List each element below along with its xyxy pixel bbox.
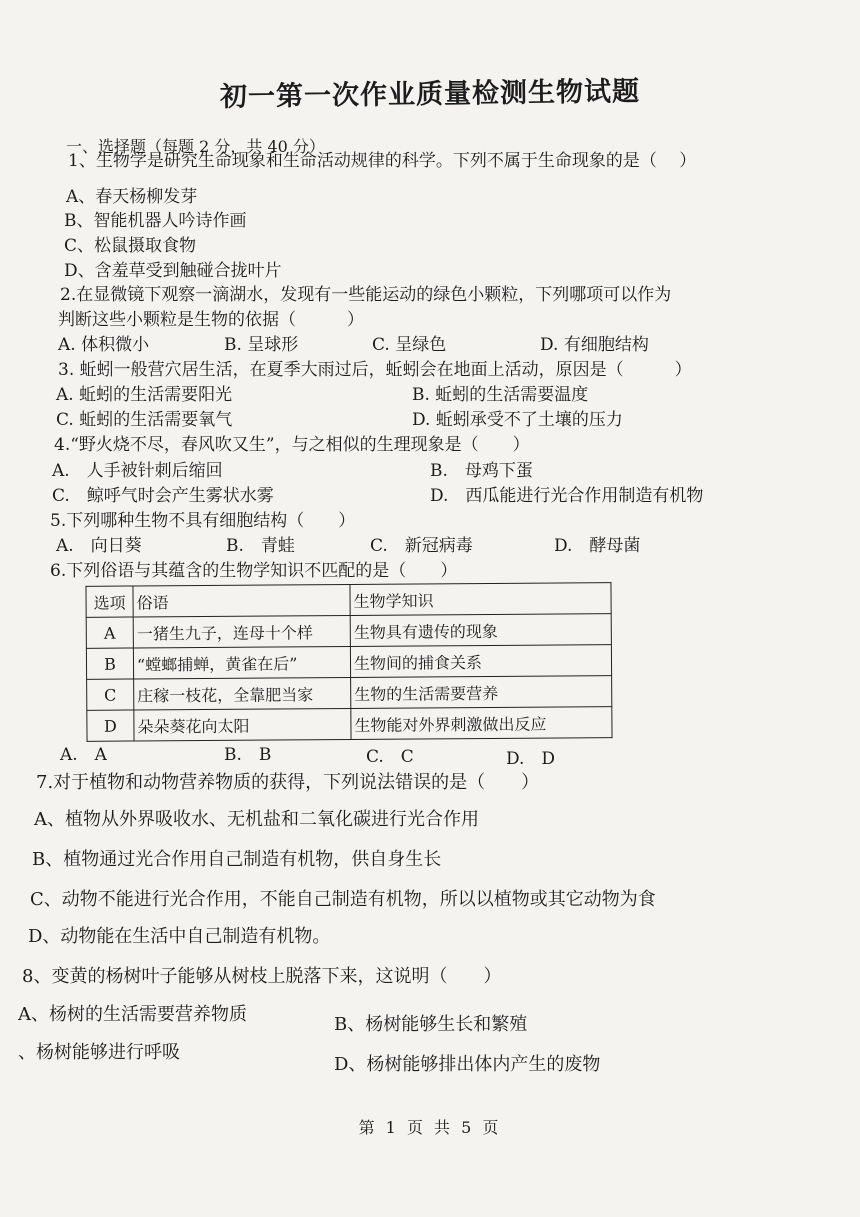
question-6-option-d: D. D	[506, 749, 556, 769]
table-cell: C	[87, 679, 134, 710]
section-heading: 一、选择题（每题 2 分，共 40 分）	[66, 137, 325, 156]
table-cell: “螳螂捕蝉，黄雀在后”	[133, 646, 350, 679]
question-5-option-c: C. 新冠病毒	[370, 536, 473, 556]
question-4-option-a: A. 人手被针刺后缩回	[52, 461, 223, 481]
table-row	[86, 614, 611, 649]
question-2-option-a: A. 体积微小	[58, 335, 150, 355]
question-4-option-d: D. 西瓜能进行光合作用制造有机物	[430, 486, 704, 506]
question-2-option-d: D. 有细胞结构	[540, 335, 649, 355]
question-4-stem: 4.“野火烧不尽，春风吹又生”，与之相似的生理现象是（ ）	[54, 435, 530, 455]
question-6-option-b: B. B	[224, 745, 272, 765]
table-header-cell: 选项	[86, 586, 133, 617]
table-cell: D	[87, 710, 134, 741]
table-header-row	[86, 583, 611, 618]
question-1-option-b: B、智能机器人吟诗作画	[64, 211, 247, 231]
table-cell: 一猪生九子，连母十个样	[133, 615, 350, 648]
question-3-option-d: D. 蚯蚓承受不了土壤的压力	[412, 410, 623, 430]
question-4-option-b: B. 母鸡下蛋	[430, 461, 533, 481]
question-8-option-b: B、杨树能够生长和繁殖	[334, 1014, 528, 1035]
question-5-option-d: D. 酵母菌	[554, 536, 641, 556]
question-6-table	[85, 582, 612, 742]
question-7-option-b: B、植物通过光合作用自己制造有机物，供自身生长	[32, 849, 442, 870]
question-5-option-a: A. 向日葵	[56, 536, 142, 556]
question-8-option-c: 、杨树能够进行呼吸	[18, 1042, 180, 1063]
table-cell: 朵朵葵花向太阳	[134, 708, 351, 741]
question-3-option-c: C. 蚯蚓的生活需要氧气	[56, 410, 233, 430]
table-row	[86, 645, 611, 680]
question-1-option-c: C、松鼠摄取食物	[64, 236, 197, 256]
question-6-stem: 6.下列俗语与其蕴含的生物学知识不匹配的是（ ）	[50, 561, 458, 581]
table-cell: 庄稼一枝花，全靠肥当家	[134, 677, 351, 710]
table-cell: 生物的生活需要营养	[351, 676, 612, 709]
question-2-option-b: B. 呈球形	[224, 335, 299, 355]
question-1-option-d: D、含羞草受到触碰合拢叶片	[64, 261, 282, 281]
question-2-stem-line1: 2.在显微镜下观察一滴湖水，发现有一些能运动的绿色小颗粒，下列哪项可以作为	[60, 285, 672, 305]
question-4-option-c: C. 鲸呼气时会产生雾状水雾	[52, 486, 274, 506]
question-5-stem: 5.下列哪种生物不具有细胞结构（ ）	[50, 511, 356, 531]
question-2-option-c: C. 呈绿色	[372, 335, 447, 355]
question-3-option-b: B. 蚯蚓的生活需要温度	[412, 385, 589, 405]
question-7-option-d: D、动物能在生活中自己制造有机物。	[28, 926, 331, 947]
question-1-stem: 1、生物学是研究生命现象和生命活动规律的科学。下列不属于生命现象的是（ ）	[68, 151, 697, 171]
table-cell: 生物间的捕食关系	[350, 645, 611, 678]
question-3-stem: 3. 蚯蚓一般营穴居生活，在夏季大雨过后，蚯蚓会在地面上活动，原因是（ ）	[58, 360, 692, 380]
question-2-stem-line2: 判断这些小颗粒是生物的依据（ ）	[58, 310, 364, 330]
table-row	[87, 676, 612, 711]
table-cell: 生物具有遗传的现象	[350, 614, 611, 647]
question-5-option-b: B. 青蛙	[226, 536, 295, 556]
question-8-option-d: D、杨树能够排出体内产生的废物	[334, 1054, 601, 1075]
question-7-option-c: C、动物不能进行光合作用，不能自己制造有机物，所以以植物或其它动物为食	[30, 889, 656, 910]
table-header-cell: 生物学知识	[350, 583, 611, 616]
page-title: 初一第一次作业质量检测生物试题	[219, 76, 641, 113]
question-7-option-a: A、植物从外界吸收水、无机盐和二氧化碳进行光合作用	[34, 809, 479, 830]
table-header-cell: 俗语	[133, 584, 350, 617]
page-footer: 第 1 页 共 5 页	[358, 1118, 502, 1137]
table-cell: 生物能对外界刺激做出反应	[351, 707, 612, 740]
question-6-option-c: C. C	[366, 747, 414, 767]
question-8-option-a: A、杨树的生活需要营养物质	[18, 1004, 247, 1025]
question-1-option-a: A、春天杨柳发芽	[66, 187, 198, 207]
question-6-option-a: A. A	[60, 745, 107, 765]
table-cell: B	[86, 648, 133, 679]
question-8-stem: 8、变黄的杨树叶子能够从树枝上脱落下来，这说明（ ）	[22, 966, 502, 987]
table-row	[87, 707, 612, 742]
table-cell: A	[86, 617, 133, 648]
question-3-option-a: A. 蚯蚓的生活需要阳光	[56, 385, 233, 405]
question-7-stem: 7.对于植物和动物营养物质的获得，下列说法错误的是（ ）	[36, 772, 540, 793]
